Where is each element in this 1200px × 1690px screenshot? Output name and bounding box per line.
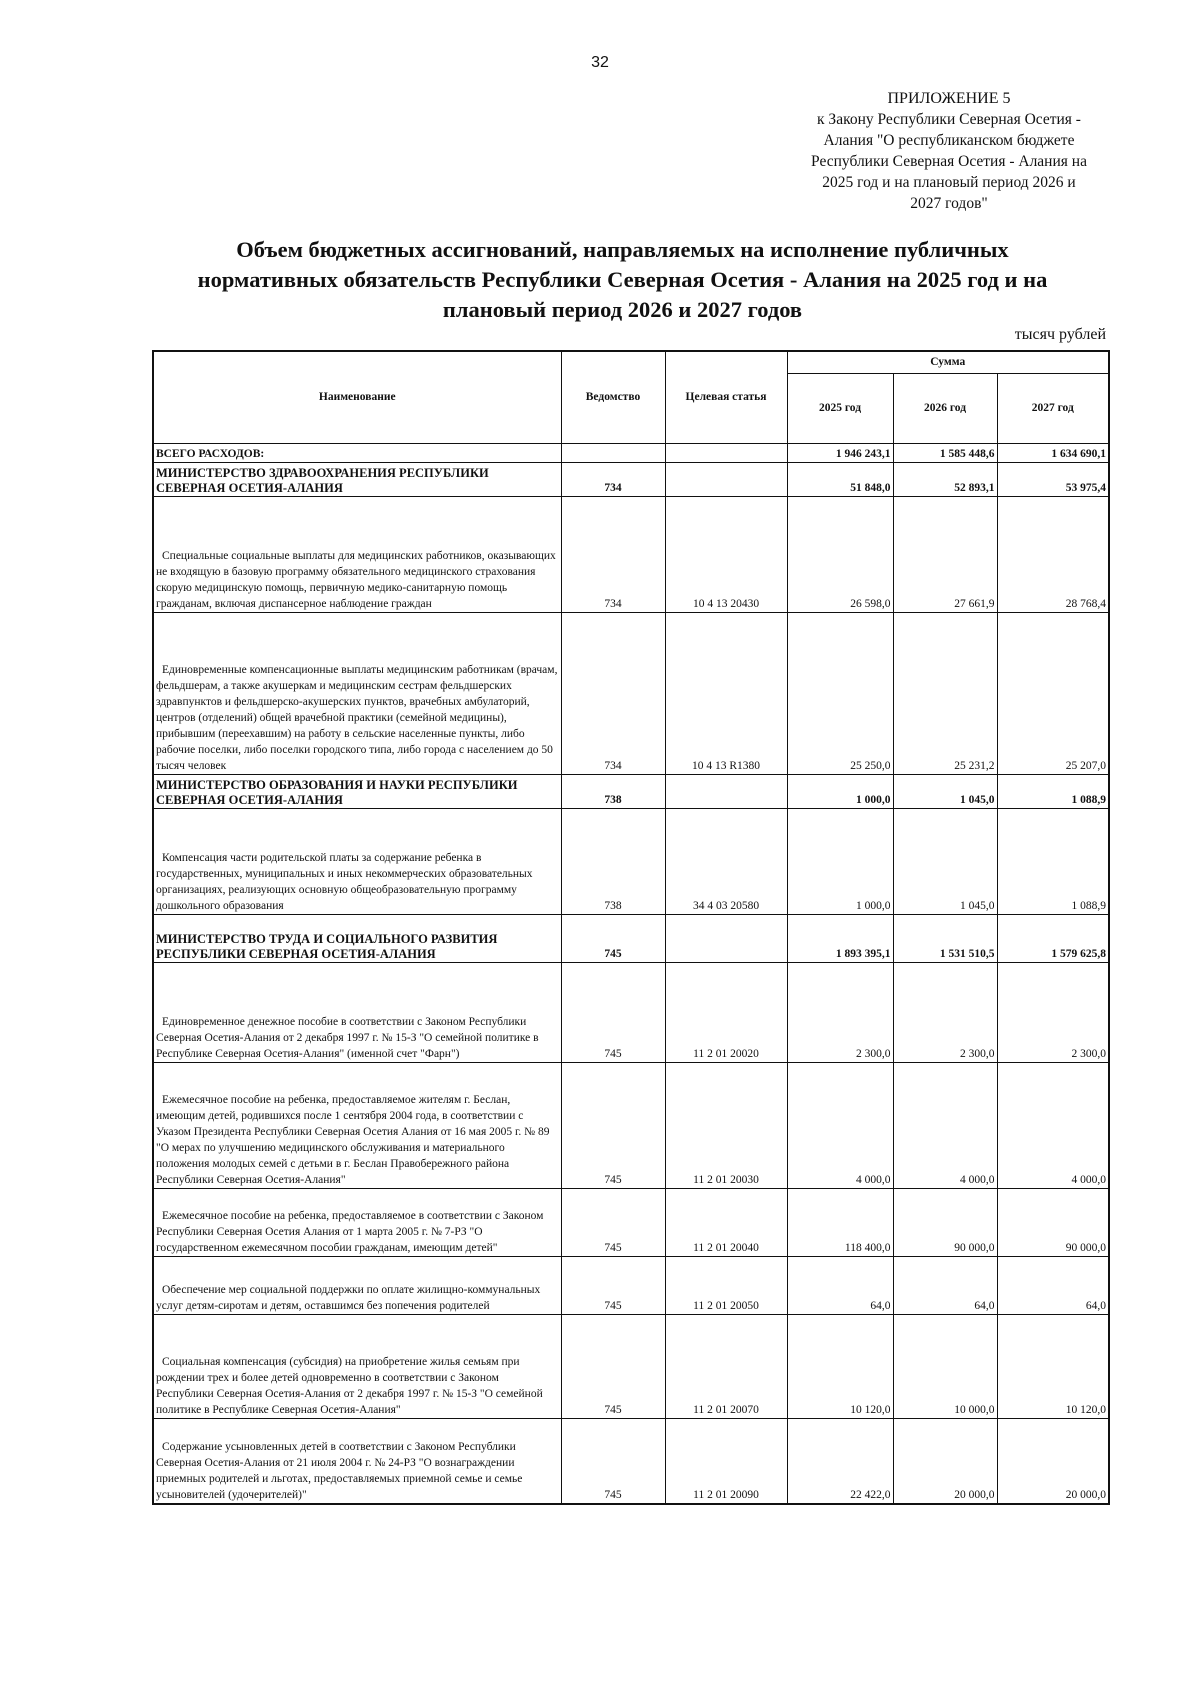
row-name-text: Ежемесячное пособие на ребенка, предоставляемое жителям г. Беслан, имеющим детей, родившихся после 1 сентября 2004 года, в соответствии с Указом Президента Республики Северная Осетия Алания от 16 мая 2005 г. № 89 "О мерах по улучшению медицинского обслуживания и материального положения молодых семей с детьми в г. Беслан Правобережного района Республики Северная Осетия-Алания"	[156, 1093, 550, 1186]
row-2026: 1 045,0	[893, 808, 997, 914]
row-name	[153, 1256, 561, 1314]
page-number: 32	[591, 54, 609, 71]
row-target	[665, 443, 787, 462]
row-2027: 1 088,9	[997, 808, 1109, 914]
row-2027: 1 579 625,8	[997, 914, 1109, 962]
row-2027: 1 088,9	[997, 774, 1109, 808]
table-row	[153, 1418, 1109, 1504]
row-target: 10 4 13 20430	[665, 496, 787, 612]
budget-table	[152, 350, 1110, 1505]
row-2027: 20 000,0	[997, 1418, 1109, 1504]
total-row	[153, 443, 1109, 462]
row-2026: 90 000,0	[893, 1188, 997, 1256]
row-target: 11 2 01 20090	[665, 1418, 787, 1504]
appendix-block	[790, 88, 1108, 214]
row-name-text: Единовременное денежное пособие в соответствии с Законом Республики Северная Осетия-Алания от 2 декабря 1997 г. № 15-З "О семейной политике в Республике Северная Осетия-Алания" (именной счет "Фарн")	[156, 1015, 539, 1060]
row-name-text: Ежемесячное пособие на ребенка, предоставляемое в соответствии с Законом Республики Северная Осетия Алания от 1 марта 2005 г. № 7-РЗ "О государственном ежемесячном пособии гражданам, имеющим детей"	[156, 1209, 544, 1254]
header-2027: 2027 год	[997, 373, 1109, 443]
row-2026: 1 585 448,6	[893, 443, 997, 462]
row-dept: 734	[561, 462, 665, 496]
row-2025: 4 000,0	[787, 1062, 893, 1188]
header-target: Целевая статья	[665, 351, 787, 443]
row-name	[153, 808, 561, 914]
row-2027: 25 207,0	[997, 612, 1109, 774]
row-target	[665, 462, 787, 496]
row-name	[153, 1188, 561, 1256]
row-target: 11 2 01 20050	[665, 1256, 787, 1314]
ministry-row	[153, 462, 1109, 496]
appendix-line: Алания "О республиканском бюджете	[823, 132, 1075, 149]
appendix-heading: ПРИЛОЖЕНИЕ 5	[887, 90, 1011, 107]
appendix-line: Республики Северная Осетия - Алания на	[811, 153, 1087, 170]
row-target: 10 4 13 R1380	[665, 612, 787, 774]
appendix-line: к Закону Республики Северная Осетия -	[817, 111, 1081, 128]
row-target: 11 2 01 20040	[665, 1188, 787, 1256]
row-2027: 10 120,0	[997, 1314, 1109, 1418]
row-2025: 1 000,0	[787, 774, 893, 808]
row-dept	[561, 443, 665, 462]
title-line: Объем бюджетных ассигнований, направляемых на исполнение публичных	[236, 237, 1009, 262]
header-name: Наименование	[153, 351, 561, 443]
row-2026: 1 045,0	[893, 774, 997, 808]
row-target: 11 2 01 20020	[665, 962, 787, 1062]
table-row	[153, 1188, 1109, 1256]
row-2026: 25 231,2	[893, 612, 997, 774]
row-2026: 1 531 510,5	[893, 914, 997, 962]
row-dept: 745	[561, 1418, 665, 1504]
row-2027: 2 300,0	[997, 962, 1109, 1062]
row-2027: 90 000,0	[997, 1188, 1109, 1256]
table-row	[153, 808, 1109, 914]
row-name	[153, 1418, 561, 1504]
row-target: 11 2 01 20030	[665, 1062, 787, 1188]
title-line: плановый период 2026 и 2027 годов	[442, 297, 803, 322]
row-name	[153, 962, 561, 1062]
table-row	[153, 612, 1109, 774]
row-2025: 64,0	[787, 1256, 893, 1314]
row-2025: 2 300,0	[787, 962, 893, 1062]
row-name-text: Компенсация части родительской платы за содержание ребенка в государственных, муниципальных и иных некоммерческих образовательных организациях, реализующих основную общеобразовательную программу дошкольного образования	[156, 851, 533, 912]
row-name-text: Специальные социальные выплаты для медицинских работников, оказывающих не входящую в базовую программу обязательного медицинского страхования скорую медицинскую помощь, первичную медико-санитарную помощь гражданам, включая диспансерное наблюдение граждан	[156, 549, 556, 610]
row-name-text: Единовременные компенсационные выплаты медицинским работникам (врачам, фельдшерам, а также акушеркам и медицинским сестрам фельдшерских здравпунктов и фельдшерско-акушерских пунктов, врачебных амбулаторий, центров (отделений) общей врачебной практики (семейной медицины), прибывшим (переехавшим) на работу в сельские населенные пункты, либо рабочие поселки, либо поселки городского типа, либо города с населением до 50 тысяч человек	[156, 663, 558, 772]
row-dept: 745	[561, 1314, 665, 1418]
table-row	[153, 1062, 1109, 1188]
row-target	[665, 774, 787, 808]
row-name-text: Содержание усыновленных детей в соответствии с Законом Республики Северная Осетия-Алания от 21 июля 2004 г. № 24-РЗ "О вознаграждении приемных родителей и льготах, предоставляемых приемной семье и семье усыновителей (удочерителей)"	[156, 1441, 523, 1501]
row-name-text: Обеспечение мер социальной поддержки по оплате жилищно-коммунальных услуг детям-сиротам и детям, оставшимся без попечения родителей	[156, 1283, 541, 1312]
row-target	[665, 914, 787, 962]
row-name	[153, 1314, 561, 1418]
row-2025: 10 120,0	[787, 1314, 893, 1418]
row-2025: 1 000,0	[787, 808, 893, 914]
row-dept: 738	[561, 808, 665, 914]
row-dept: 745	[561, 1256, 665, 1314]
row-2026: 27 661,9	[893, 496, 997, 612]
ministry-row	[153, 914, 1109, 962]
row-2025: 118 400,0	[787, 1188, 893, 1256]
document-title	[150, 235, 1095, 325]
row-2026: 2 300,0	[893, 962, 997, 1062]
row-2025: 1 893 395,1	[787, 914, 893, 962]
row-2026: 10 000,0	[893, 1314, 997, 1418]
header-sum: Сумма	[787, 351, 1109, 373]
table-row	[153, 1314, 1109, 1418]
row-2027: 1 634 690,1	[997, 443, 1109, 462]
row-2027: 4 000,0	[997, 1062, 1109, 1188]
row-2027: 53 975,4	[997, 462, 1109, 496]
title-line: нормативных обязательств Республики Северная Осетия - Алания на 2025 год и на	[197, 267, 1048, 292]
row-target: 34 4 03 20580	[665, 808, 787, 914]
row-dept: 734	[561, 496, 665, 612]
row-target: 11 2 01 20070	[665, 1314, 787, 1418]
row-2025: 51 848,0	[787, 462, 893, 496]
table-row	[153, 496, 1109, 612]
row-name	[153, 612, 561, 774]
row-2027: 28 768,4	[997, 496, 1109, 612]
row-2026: 20 000,0	[893, 1418, 997, 1504]
row-name: МИНИСТЕРСТВО ЗДРАВООХРАНЕНИЯ РЕСПУБЛИКИ СЕВЕРНАЯ ОСЕТИЯ-АЛАНИЯ	[153, 462, 561, 496]
header-2025: 2025 год	[787, 373, 893, 443]
ministry-row	[153, 774, 1109, 808]
row-2025: 1 946 243,1	[787, 443, 893, 462]
row-2025: 22 422,0	[787, 1418, 893, 1504]
row-dept: 734	[561, 612, 665, 774]
header-dept: Ведомство	[561, 351, 665, 443]
row-2027: 64,0	[997, 1256, 1109, 1314]
row-dept: 745	[561, 914, 665, 962]
row-dept: 745	[561, 1188, 665, 1256]
row-2026: 52 893,1	[893, 462, 997, 496]
row-2025: 25 250,0	[787, 612, 893, 774]
row-name	[153, 1062, 561, 1188]
row-dept: 738	[561, 774, 665, 808]
row-2026: 64,0	[893, 1256, 997, 1314]
row-name	[153, 496, 561, 612]
row-name-text: Социальная компенсация (субсидия) на приобретение жилья семьям при рождении трех и более детей одновременно в соответствии с Законом Республики Северная Осетия-Алания от 2 декабря 1997 г. № 15-З "О семейной политике в Республике Северная Осетия-Алания"	[156, 1355, 543, 1416]
row-2025: 26 598,0	[787, 496, 893, 612]
row-dept: 745	[561, 962, 665, 1062]
row-name: ВСЕГО РАСХОДОВ:	[153, 443, 561, 462]
units-label: тысяч рублей	[1014, 326, 1106, 343]
table-row	[153, 962, 1109, 1062]
table-row	[153, 1256, 1109, 1314]
row-name: МИНИСТЕРСТВО ОБРАЗОВАНИЯ И НАУКИ РЕСПУБЛИКИ СЕВЕРНАЯ ОСЕТИЯ-АЛАНИЯ	[153, 774, 561, 808]
row-dept: 745	[561, 1062, 665, 1188]
appendix-line: 2027 годов"	[910, 195, 988, 212]
row-2026: 4 000,0	[893, 1062, 997, 1188]
appendix-line: 2025 год и на плановый период 2026 и	[822, 174, 1076, 191]
header-2026: 2026 год	[893, 373, 997, 443]
row-name: МИНИСТЕРСТВО ТРУДА И СОЦИАЛЬНОГО РАЗВИТИЯ РЕСПУБЛИКИ СЕВЕРНАЯ ОСЕТИЯ-АЛАНИЯ	[153, 914, 561, 962]
